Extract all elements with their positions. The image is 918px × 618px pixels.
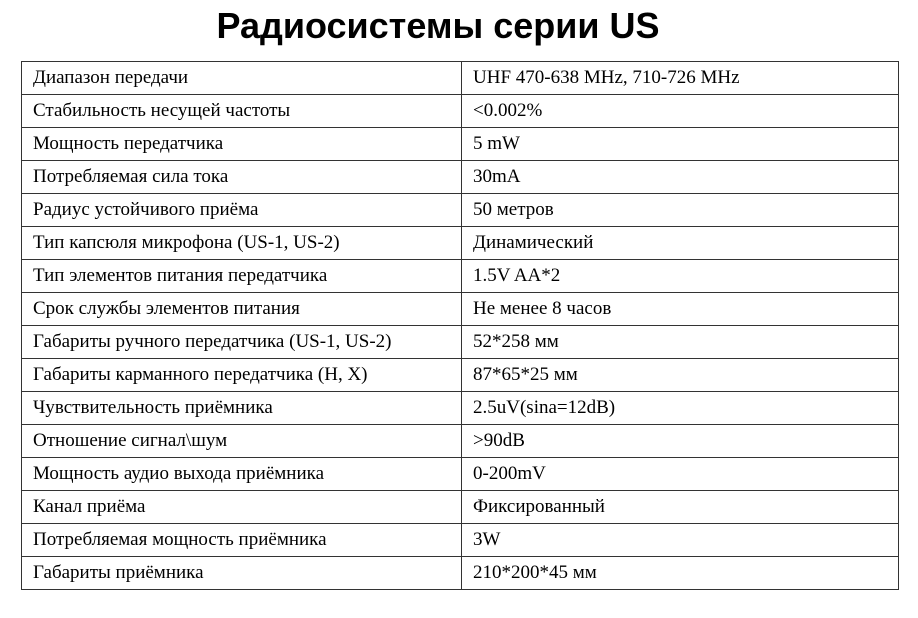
specifications-table xyxy=(21,61,899,590)
parameter-value: 210*200*45 мм xyxy=(462,557,899,590)
table-row xyxy=(22,161,899,194)
parameter-name: Стабильность несущей частоты xyxy=(22,95,462,128)
table-row xyxy=(22,524,899,557)
table-row xyxy=(22,128,899,161)
parameter-value: Динамический xyxy=(462,227,899,260)
parameter-name: Канал приёма xyxy=(22,491,462,524)
parameter-name: Потребляемая мощность приёмника xyxy=(22,524,462,557)
table-row xyxy=(22,95,899,128)
parameter-value: 52*258 мм xyxy=(462,326,899,359)
table-row xyxy=(22,293,899,326)
page-title: Радиосистемы серии US xyxy=(216,5,660,46)
parameter-value: 50 метров xyxy=(462,194,899,227)
parameter-value: 2.5uV(sina=12dB) xyxy=(462,392,899,425)
table-row xyxy=(22,491,899,524)
parameter-name: Радиус устойчивого приёма xyxy=(22,194,462,227)
parameter-value: 5 mW xyxy=(462,128,899,161)
parameter-name: Срок службы элементов питания xyxy=(22,293,462,326)
parameter-value: <0.002% xyxy=(462,95,899,128)
parameter-value: 0-200mV xyxy=(462,458,899,491)
parameter-value: 3W xyxy=(462,524,899,557)
parameter-value: Не менее 8 часов xyxy=(462,293,899,326)
table-row xyxy=(22,227,899,260)
parameter-value: 30mA xyxy=(462,161,899,194)
parameter-value: 87*65*25 мм xyxy=(462,359,899,392)
table-row xyxy=(22,425,899,458)
parameter-name: Габариты карманного передатчика (H, X) xyxy=(22,359,462,392)
table-row xyxy=(22,62,899,95)
table-row xyxy=(22,260,899,293)
parameter-name: Потребляемая сила тока xyxy=(22,161,462,194)
parameter-name: Отношение сигнал\шум xyxy=(22,425,462,458)
parameter-value: >90dB xyxy=(462,425,899,458)
parameter-name: Габариты ручного передатчика (US-1, US-2) xyxy=(22,326,462,359)
table-row xyxy=(22,359,899,392)
parameter-name: Мощность аудио выхода приёмника xyxy=(22,458,462,491)
parameter-name: Габариты приёмника xyxy=(22,557,462,590)
parameter-name: Диапазон передачи xyxy=(22,62,462,95)
parameter-name: Тип элементов питания передатчика xyxy=(22,260,462,293)
parameter-value: Фиксированный xyxy=(462,491,899,524)
table-row xyxy=(22,326,899,359)
table-row xyxy=(22,458,899,491)
parameter-name: Тип капсюля микрофона (US-1, US-2) xyxy=(22,227,462,260)
table-row xyxy=(22,392,899,425)
parameter-name: Чувствительность приёмника xyxy=(22,392,462,425)
parameter-name: Мощность передатчика xyxy=(22,128,462,161)
parameter-value: UHF 470-638 MHz, 710-726 MHz xyxy=(462,62,899,95)
table-row xyxy=(22,194,899,227)
table-row xyxy=(22,557,899,590)
parameter-value: 1.5V AA*2 xyxy=(462,260,899,293)
